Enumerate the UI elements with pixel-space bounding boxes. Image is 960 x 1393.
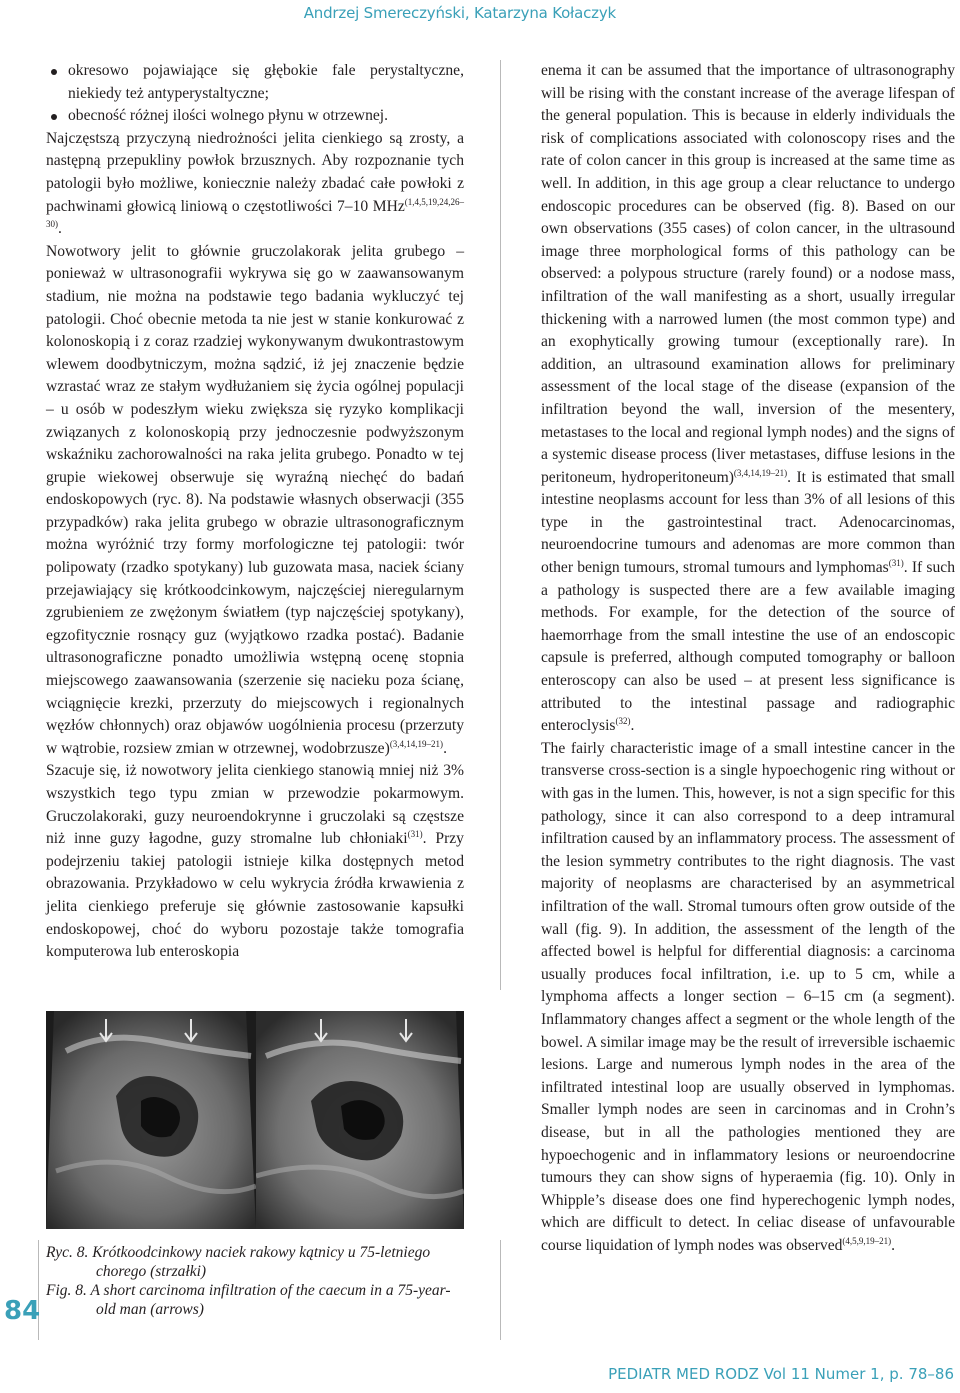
reference: (4,5,9,19–21) bbox=[842, 1235, 892, 1246]
page-number: 84 bbox=[4, 1296, 41, 1326]
paragraph: enema it can be assumed that the importance of ultrasonography will be rising with the constant increase of the average lifespan of the general population. This is because in elderly individuals the risk of complications associated with colonoscopy rises and the rate of colon cancer in this group is increased at the same time as well. In addition, in this age group a clear reluctance to undergo endoscopic procedures can be observed (fig. 8). Based on our own observations (355 cases) of colon cancer, in the ultrasound image three morphological forms of this pathology can be observed: a polypous structure (rarely found) or a nodose mass, infiltration of the wall manifesting as a short, usually irregular thickening with a narrowed lumen (the most common type) and an exophytically growing tumour (exceptionally rare). In addition, an ultrasound examination allows for preliminary assessment of the local stage of the disease (expansion of the infiltration beyond the wall, inversion of the mesentery, metastases to the local and regional lymph nodes) and the signs of a systemic disease process (liver metastases, diffuse lesions in the peritoneum, hydroperitoneum)$^{(3,4,14,19-21)}$. It is estimated that small intestine neoplasms account for less than 3% of all lesions of this type in the gastrointestinal tract. Adenocarcinomas, neuroendocrine tumours and adenomas are more common than other benign tumours, stromal tumours and lymphomas$^{(31)}$. If such a pathology is suspected there are a few available imaging methods. For example, for the detection of the source of haemorrhage from the small intestine the use of an endoscopic capsule is preferred, although computed tomography or balloon enteroscopy can also be used – at present less significance is attributed to the intestinal passage and radiographic enteroclysis$^{(32)}$. bbox=[541, 62, 955, 735]
reference: (3,4,14,19–21) bbox=[389, 738, 444, 749]
paragraph: The fairly characteristic image of a small intestine cancer in the transverse cross-section is a single hypoechogenic ring without or with gas in the lumen. This, however, is not a sign specific for this pathology, since it can also correspond to a deep intramural infiltration caused by an inflammatory process. The assessment of the lesion symmetry contributes to the right diagnosis. The vast majority of neoplasms are characterised by an asymmetrical infiltration of the wall. Stromal tumours often grow outside of the wall (fig. 9). In addition, the assessment of the length of the affected bowel is helpful for differential diagnosis: a carcinoma usually produces focal infiltration, i.e. up to 5 cm, while a lymphoma affects a longer section – 6–15 cm (a segment). Inflammatory changes affect a segment or the whole length of the bowel. A similar image may be the result of irreversible ischaemic lesions. Large and numerous lymph nodes in the area of the infiltrated intestinal loop are usually observed in lymphomas. Smaller lymph nodes are seen in carcinomas and in Crohn’s disease, but in all the pathologies mentioned they are hypoechogenic and in inflammatory lesions or neuroendocrine tumours they can show signs of hyperaemia (fig. 10). Only in Whipple’s disease does one find hyperechogenic lymph nodes, which are difficult to detect. In celiac disease of unfavourable course liquidation of lymph nodes was observed$^{(4,5,9,19-21)}$. bbox=[541, 739, 955, 1254]
reference: (32) bbox=[615, 716, 631, 727]
right-column bbox=[541, 60, 955, 1257]
list-item: okresowo pojawiające się głębokie fale perystaltyczne, niekiedy też antyperystaltyczne; bbox=[46, 60, 464, 105]
reference: (31) bbox=[407, 829, 423, 839]
bullet-icon bbox=[51, 114, 57, 120]
caption-en-line-1: Fig. 8. A short carcinoma infiltration of the caecum in a 75-year- bbox=[46, 1282, 451, 1299]
list-item: obecność różnej ilości wolnego płynu w otrzewnej. bbox=[46, 105, 464, 128]
reference: (3,4,14,19–21) bbox=[733, 467, 788, 478]
running-header-authors: Andrzej Smereczyński, Katarzyna Kołaczyk bbox=[303, 4, 616, 22]
paragraph: Szacuje się, iż nowotwory jelita cienkiego stanowią mniej niż 3% wszystkich tego typu zmian w przewodzie pokarmowym. Gruczolakoraki, guzy neuroendokrynne i gruczolaki są częstsze niż inne guzy łagodne, guzy stromalne lub chłoniaki$^{(31)}$. Przy podejrzeniu takiej patologii istnieje kilka dostępnych metod obrazowania. Przykładowo w celu wykrycia źródła krwawienia z jelita cienkiego preferuje się głównie zastosowanie kapsułki endoskopowej, choć do wyboru pozostaje także tomografia komputerowa lub enteroskopia bbox=[46, 762, 464, 961]
figure-caption bbox=[46, 1243, 464, 1319]
ultrasound-image-right bbox=[256, 1011, 464, 1229]
left-column-rule-lower bbox=[500, 1240, 501, 1340]
bullet-list bbox=[46, 60, 464, 128]
reference: (31) bbox=[888, 557, 904, 568]
left-column bbox=[46, 60, 464, 964]
caption-pl-line-2: chorego (strzałki) bbox=[96, 1263, 207, 1280]
ultrasound-image-left bbox=[46, 1011, 256, 1229]
ultrasound-figure bbox=[46, 1011, 464, 1229]
reference: (1,4,5,19,24,26–30) bbox=[46, 196, 464, 229]
caption-pl-line-1: Ryc. 8. Krótkoodcinkowy naciek rakowy kątnicy u 75-letniego bbox=[46, 1244, 431, 1261]
paragraph: Najczęstszą przyczyną niedrożności jelita cienkiego są zrosty, a następną przepukliny powłok brzusznych. Aby rozpoznanie tych patologii było możliwe, koniecznie należy zbadać całe powłoki z pachwinami głowicą liniową o częstotliwości 7–10 MHz$^{(1,4,5,19,24,26-30)}$. bbox=[46, 129, 464, 238]
caption-en-line-2: old man (arrows) bbox=[96, 1301, 204, 1318]
footer-journal-citation: PEDIATR MED RODZ Vol 11 Numer 1, p. 78–86 bbox=[608, 1365, 954, 1383]
paragraph: Nowotwory jelit to głównie gruczolakorak jelita grubego – ponieważ w ultrasonografii wykrywa się go w zaawansowanym stadium, nie można na podstawie tego badania wykluczyć tej patologii. Choć obecnie metoda ta nie jest w stanie konkurować z kolonoskopią i z coraz rzadziej wykonywanym dwukontrastowym wlewem doodbytniczym, można sądzić, iż jej znaczenie będzie wzrastać wraz ze stałym wydłużaniem się życia ogólnej populacji – u osób w podeszłym wieku zwiększa się ryzyko komplikacji związanych z kolonoskopią przy jednoczesnie podwyższonym wskaźniku zachorowalności na raka jelita grubego. Ponadto w tej grupie wiekowej obserwuje się wyraźną niechęć do badań endoskopowych (ryc. 8). Na podstawie własnych obserwacji (355 przypadków) raka jelita grubego w obrazie ultrasonograficznym można wyróżnić trzy formy morfologiczne tej patologii: twór polipowaty (rzadko spotykany) lub guzowata masa, naciek ściany przejawiający się krótkoodcinkowym, najczęściej nieregularnym zgrubieniem ze zwężonym światłem (typ najczęściej spotykany), egzofitycznie rosnący guz (wyjątkowo rzadka postać). Badanie ultrasonograficzne ponadto umożliwia wstępną ocenę stopnia miejscowego zaawansowania (szerzenie się nacieku poza ścianę, wciągnięcie krezki, przerzuty do miejscowych i regionalnych węzłów chłonnych) oraz objawów uogólnienia procesu (przerzuty w wątrobie, rozsiew zmian w otrzewnej, wodobrzusze)$^{(3,4,14,19-21)}$. bbox=[46, 242, 464, 757]
bullet-icon bbox=[51, 69, 57, 75]
left-column-rule bbox=[500, 60, 501, 990]
